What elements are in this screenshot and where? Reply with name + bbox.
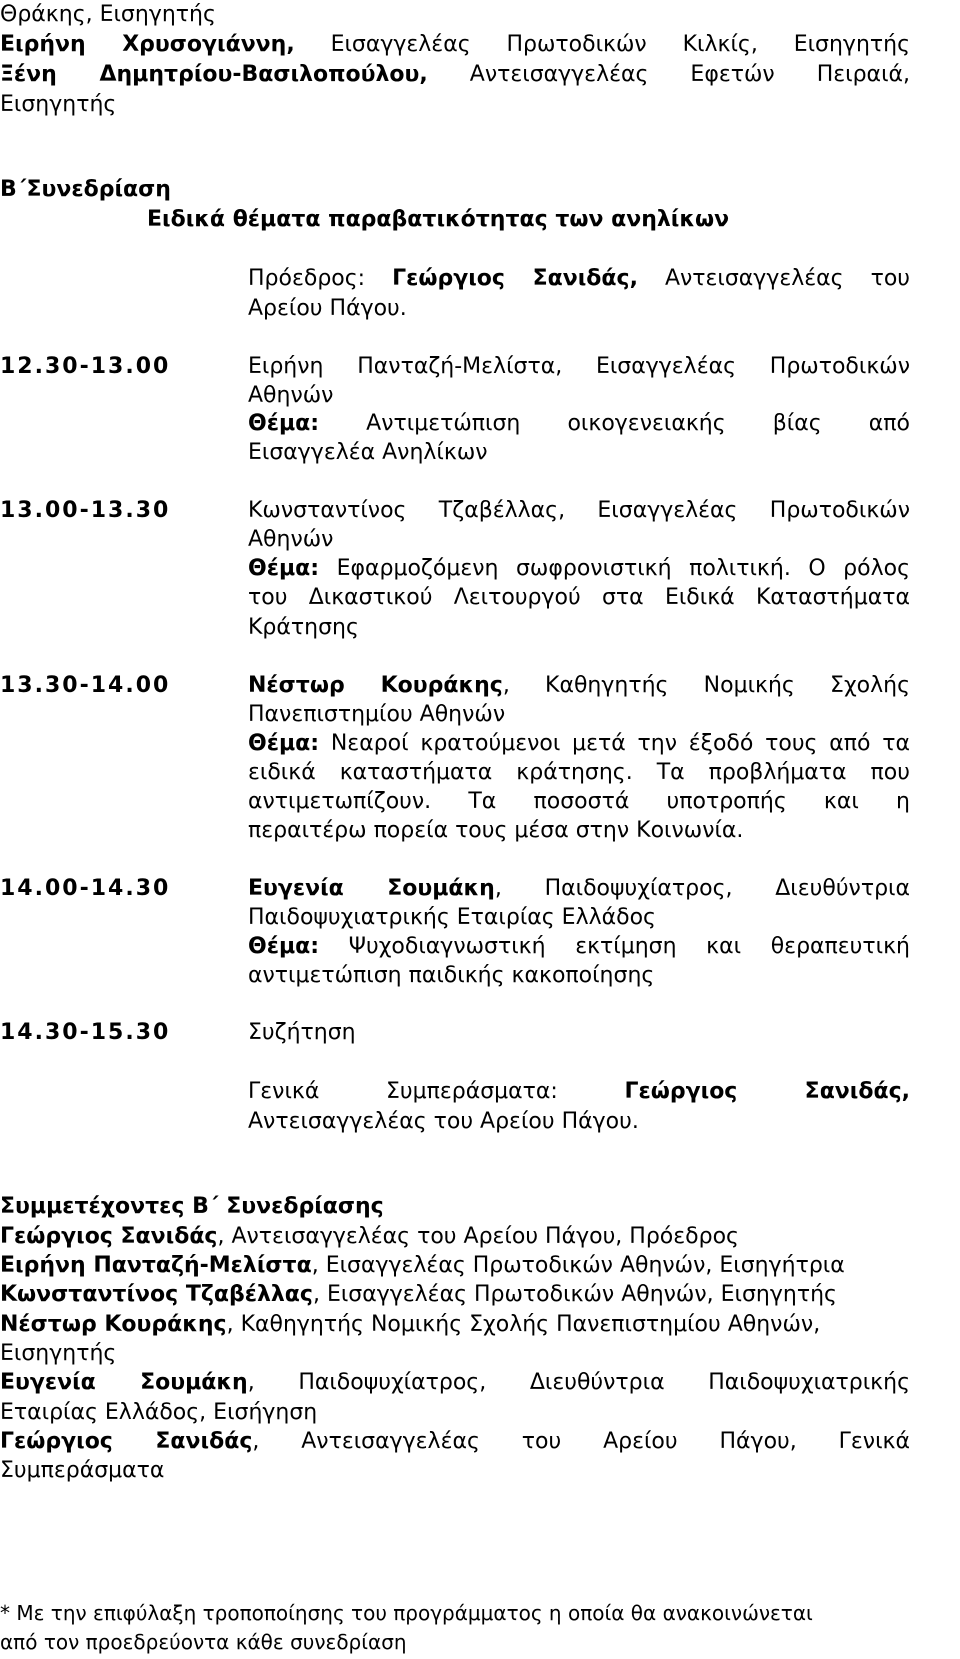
session-title: Β΄Συνεδρίαση xyxy=(0,177,171,202)
participant-line: Συμπεράσματα xyxy=(0,1458,165,1483)
talk-topic-line: του Δικαστικού Λειτουργού στα Ειδικά Καταστήματα xyxy=(248,585,910,610)
footnote-line-2: από τον προεδρεύοντα κάθε συνεδρίαση xyxy=(0,1630,407,1654)
top-line-2: Ειρήνη Χρυσογιάννη, Εισαγγελέας Πρωτοδικών Κιλκίς, Εισηγητής xyxy=(0,32,910,57)
talk-speaker-line: Αθηνών xyxy=(248,383,334,408)
talk-topic-line: Θέμα: Ψυχοδιαγνωστική εκτίμηση και θεραπευτική xyxy=(248,934,910,959)
talk-topic-line: Κράτησης xyxy=(248,615,359,640)
talk-time: 13.00-13.30 xyxy=(0,498,171,523)
talk-topic-line: αντιμετωπίζουν. Τα ποσοστά υποτροπής και η xyxy=(248,789,910,814)
talk-topic-line: Εισαγγελέα Ανηλίκων xyxy=(248,440,488,465)
participant-line: Γεώργιος Σανιδάς, Αντεισαγγελέας του Αρείου Πάγου, Γενικά xyxy=(0,1429,910,1454)
speaker-name: Ξένη Δημητρίου-Βασιλοπούλου, xyxy=(0,62,428,87)
discussion-label: Συζήτηση xyxy=(248,1020,356,1045)
talk-speaker-line: Νέστωρ Κουράκης, Καθηγητής Νομικής Σχολής xyxy=(248,673,910,698)
talk-speaker-line: Ειρήνη Πανταζή-Μελίστα, Εισαγγελέας Πρωτοδικών xyxy=(248,354,910,379)
speaker-name: Ειρήνη Χρυσογιάννη, xyxy=(0,32,295,57)
talk-time: 13.30-14.00 xyxy=(0,673,171,698)
talk-speaker-line: Ευγενία Σουμάκη, Παιδοψυχίατρος, Διευθύντρια xyxy=(248,876,910,901)
top-line-4: Εισηγητής xyxy=(0,92,117,117)
chair-line-2: Αρείου Πάγου. xyxy=(248,296,407,321)
talk-topic-line: αντιμετώπιση παιδικής κακοποίησης xyxy=(248,963,655,988)
top-line-3: Ξένη Δημητρίου-Βασιλοπούλου, Αντεισαγγελέας Εφετών Πειραιά, xyxy=(0,62,911,87)
talk-speaker-line: Παιδοψυχιατρικής Εταιρίας Ελλάδος xyxy=(248,905,656,930)
speaker-name: Νέστωρ Κουράκης xyxy=(248,673,503,698)
talk-topic-line: Θέμα: Εφαρμοζόμενη σωφρονιστική πολιτική. Ο ρόλος xyxy=(248,556,910,581)
talk-topic-line: Θέμα: Αντιμετώπιση οικογενειακής βίας από xyxy=(248,411,910,436)
participant-line: Εταιρίας Ελλάδος, Εισήγηση xyxy=(0,1400,318,1425)
participant-line: Ευγενία Σουμάκη, Παιδοψυχίατρος, Διευθύντρια Παιδοψυχιατρικής xyxy=(0,1370,910,1395)
participant-line: Γεώργιος Σανιδάς, Αντεισαγγελέας του Αρείου Πάγου, Πρόεδρος xyxy=(0,1224,739,1249)
participants-title: Συμμετέχοντες Β΄ Συνεδρίασης xyxy=(0,1194,384,1219)
chair-line-1: Πρόεδρος: Γεώργιος Σανιδάς, Αντεισαγγελέας του xyxy=(248,266,911,291)
talk-speaker-line: Κωνσταντίνος Τζαβέλλας, Εισαγγελέας Πρωτοδικών xyxy=(248,498,910,523)
talk-topic-line: Θέμα: Νεαροί κρατούμενοι μετά την έξοδό τους από τα xyxy=(248,731,910,756)
top-line-1: Θράκης, Εισηγητής xyxy=(0,2,216,27)
footnote-line-1: * Με την επιφύλαξη τροποποίησης του προγράμματος η οποία θα ανακοινώνεται xyxy=(0,1601,813,1625)
session-subtitle: Ειδικά θέματα παραβατικότητας των ανηλίκων xyxy=(147,207,730,232)
conclusions-line-2: Αντεισαγγελέας του Αρείου Πάγου. xyxy=(248,1109,639,1134)
speaker-name: Ευγενία Σουμάκη xyxy=(248,876,495,901)
participant-line: Κωνσταντίνος Τζαβέλλας, Εισαγγελέας Πρωτοδικών Αθηνών, Εισηγητής xyxy=(0,1282,837,1307)
talk-time: 12.30-13.00 xyxy=(0,354,171,379)
conclusions-name: Γεώργιος Σανιδάς, xyxy=(624,1079,910,1104)
talk-time: 14.00-14.30 xyxy=(0,876,171,901)
talk-topic-line: περαιτέρω πορεία τους μέσα στην Κοινωνία. xyxy=(248,818,744,843)
talk-time: 14.30-15.30 xyxy=(0,1020,171,1045)
chair-name: Γεώργιος Σανιδάς, xyxy=(392,266,638,291)
talk-topic-line: ειδικά καταστήματα κράτησης. Τα προβλήματα που xyxy=(248,760,910,785)
talk-speaker-line: Πανεπιστημίου Αθηνών xyxy=(248,702,506,727)
talk-speaker-line: Αθηνών xyxy=(248,527,334,552)
participant-line: Εισηγητής xyxy=(0,1341,117,1366)
conclusions-line-1: Γενικά Συμπεράσματα: Γεώργιος Σανιδάς, xyxy=(248,1079,910,1104)
participant-line: Ειρήνη Πανταζή-Μελίστα, Εισαγγελέας Πρωτοδικών Αθηνών, Εισηγήτρια xyxy=(0,1253,845,1278)
participant-line: Νέστωρ Κουράκης, Καθηγητής Νομικής Σχολής Πανεπιστημίου Αθηνών, xyxy=(0,1312,821,1337)
